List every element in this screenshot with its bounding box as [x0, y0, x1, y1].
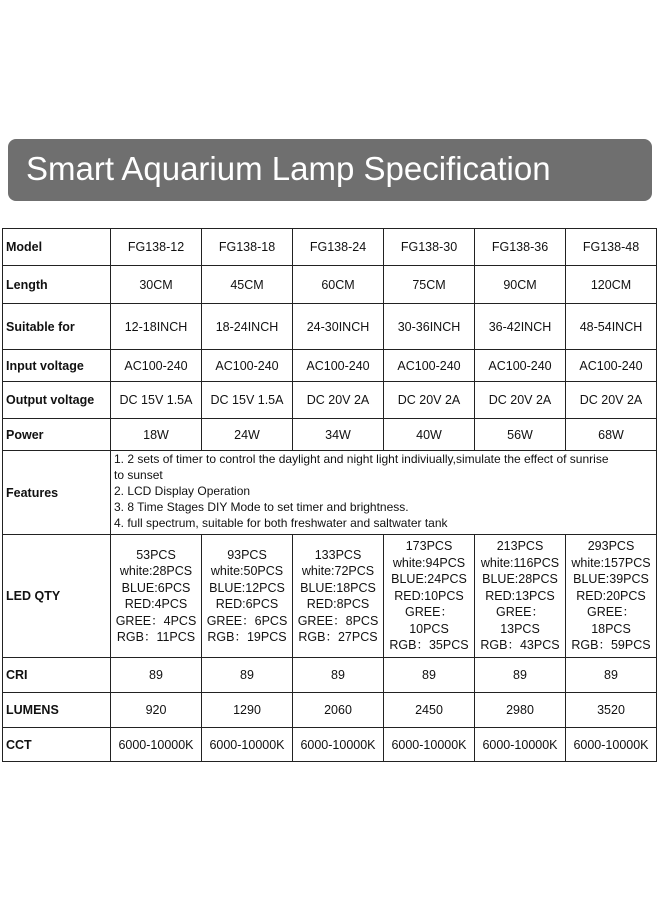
spec-cell: 2980 [475, 693, 566, 728]
led-qty-line: white:94PCS [392, 555, 466, 570]
spec-cell: 89 [293, 658, 384, 693]
led-qty-line: 213PCS [496, 539, 544, 554]
spec-cell: 120CM [566, 266, 657, 304]
spec-cell: 920 [111, 693, 202, 728]
spec-cell: DC 20V 2A [384, 382, 475, 419]
spec-row-lumens [3, 693, 657, 728]
spec-cell: AC100-240 [293, 350, 384, 382]
spec-cell: AC100-240 [111, 350, 202, 382]
row-label: CRI [3, 658, 111, 693]
spec-row-suitable [3, 304, 657, 350]
led-qty-line: GREE： [587, 605, 635, 620]
spec-row-power [3, 419, 657, 451]
led-qty-line: RGB：27PCS [298, 630, 378, 644]
spec-cell: 89 [384, 658, 475, 693]
row-label: Input voltage [3, 350, 111, 382]
led-qty-line: 133PCS [314, 547, 362, 562]
spec-cell: 24W [202, 419, 293, 451]
led-qty-line: 53PCS [136, 547, 176, 562]
spec-cell: 30CM [111, 266, 202, 304]
spec-cell: 18-24INCH [202, 304, 293, 350]
spec-cell: 3520 [566, 693, 657, 728]
spec-cell: 89 [202, 658, 293, 693]
spec-row-cri [3, 658, 657, 693]
led-qty-line: white:116PCS [480, 555, 560, 570]
spec-cell: AC100-240 [475, 350, 566, 382]
row-label: Model [3, 229, 111, 266]
led-qty-cell [293, 535, 384, 658]
row-label: Length [3, 266, 111, 304]
spec-cell: 90CM [475, 266, 566, 304]
led-qty-line: GREE：4PCS [115, 613, 197, 628]
led-qty-line: RED:20PCS [576, 588, 646, 603]
spec-cell: 68W [566, 419, 657, 451]
spec-row-input [3, 350, 657, 382]
led-qty-cell [384, 535, 475, 658]
led-qty-line: white:72PCS [301, 564, 375, 578]
spec-row-output [3, 382, 657, 419]
spec-cell: 6000-10000K [111, 728, 202, 762]
led-qty-line: RGB：59PCS [571, 638, 651, 653]
led-qty-line: white:157PCS [571, 555, 651, 570]
spec-cell: 2060 [293, 693, 384, 728]
spec-cell: FG138-18 [202, 229, 293, 266]
spec-cell: 40W [384, 419, 475, 451]
spec-cell: 6000-10000K [566, 728, 657, 762]
spec-cell: 6000-10000K [475, 728, 566, 762]
row-label: LED QTY [3, 535, 111, 658]
led-qty-cell [566, 535, 657, 658]
led-qty-line: 173PCS [405, 539, 453, 554]
spec-cell: 24-30INCH [293, 304, 384, 350]
row-label: Output voltage [3, 382, 111, 419]
led-qty-line: white:50PCS [210, 564, 284, 578]
led-qty-line: RGB：11PCS [116, 630, 196, 644]
spec-row-cct [3, 728, 657, 762]
spec-row-model [3, 229, 657, 266]
spec-cell: 45CM [202, 266, 293, 304]
spec-cell: DC 20V 2A [475, 382, 566, 419]
led-qty-line: 13PCS [500, 621, 540, 636]
spec-cell: FG138-24 [293, 229, 384, 266]
led-qty-line: GREE： [496, 605, 544, 620]
led-qty-line: BLUE:12PCS [209, 580, 285, 595]
led-qty-line: RGB：43PCS [480, 638, 560, 653]
led-qty-line: RED:4PCS [124, 597, 188, 611]
led-qty-line: 18PCS [591, 621, 631, 636]
row-label: LUMENS [3, 693, 111, 728]
led-qty-cell [111, 535, 202, 658]
spec-cell: DC 20V 2A [566, 382, 657, 419]
spec-row-features [3, 451, 657, 535]
spec-cell: 1290 [202, 693, 293, 728]
led-qty-line: BLUE:24PCS [391, 572, 467, 587]
spec-row-led-qty [3, 535, 657, 658]
led-qty-line: GREE：6PCS [206, 613, 288, 628]
feature-line: 4. full spectrum, suitable for both freshwater and saltwater tank [114, 516, 448, 530]
led-qty-line: RGB：19PCS [207, 630, 287, 644]
led-qty-line: RED:8PCS [306, 597, 370, 611]
led-qty-line: RED:10PCS [394, 588, 464, 603]
led-qty-line: GREE：8PCS [297, 613, 379, 628]
spec-cell: 6000-10000K [384, 728, 475, 762]
led-qty-line: RGB：35PCS [389, 638, 469, 653]
spec-cell: 48-54INCH [566, 304, 657, 350]
spec-cell: 34W [293, 419, 384, 451]
led-qty-line: 293PCS [587, 539, 635, 554]
spec-cell: 89 [111, 658, 202, 693]
spec-cell: FG138-36 [475, 229, 566, 266]
spec-cell: FG138-12 [111, 229, 202, 266]
spec-row-length [3, 266, 657, 304]
feature-line: 2. LCD Display Operation [114, 484, 251, 498]
spec-cell: 60CM [293, 266, 384, 304]
spec-cell: 89 [566, 658, 657, 693]
spec-cell: 56W [475, 419, 566, 451]
led-qty-line: BLUE:39PCS [573, 572, 649, 587]
led-qty-line: GREE： [405, 605, 453, 620]
led-qty-line: white:28PCS [119, 564, 193, 578]
led-qty-line: BLUE:6PCS [121, 580, 191, 595]
led-qty-cell [202, 535, 293, 658]
spec-cell: 18W [111, 419, 202, 451]
spec-cell: 89 [475, 658, 566, 693]
row-label: CCT [3, 728, 111, 762]
spec-cell: 75CM [384, 266, 475, 304]
spec-cell: 30-36INCH [384, 304, 475, 350]
led-qty-line: BLUE:28PCS [482, 572, 558, 587]
spec-cell: 6000-10000K [293, 728, 384, 762]
spec-cell: DC 15V 1.5A [202, 382, 293, 419]
led-qty-line: BLUE:18PCS [300, 580, 376, 595]
led-qty-cell [475, 535, 566, 658]
led-qty-line: 93PCS [227, 547, 267, 562]
spec-cell: FG138-30 [384, 229, 475, 266]
feature-line: to sunset [114, 468, 163, 482]
specification-table [2, 228, 657, 762]
feature-line: 3. 8 Time Stages DIY Mode to set timer and brightness. [114, 500, 409, 514]
led-qty-line: RED:6PCS [215, 597, 279, 611]
spec-cell: AC100-240 [202, 350, 293, 382]
led-qty-line: RED:13PCS [485, 588, 555, 603]
row-label: Features [3, 451, 111, 535]
spec-cell: AC100-240 [566, 350, 657, 382]
feature-line: 1. 2 sets of timer to control the daylight and night light indiviually,simulate the effect of sunrise [114, 452, 609, 466]
spec-cell: FG138-48 [566, 229, 657, 266]
spec-cell: 12-18INCH [111, 304, 202, 350]
row-label: Power [3, 419, 111, 451]
spec-cell: 2450 [384, 693, 475, 728]
page-title: Smart Aquarium Lamp Specification [26, 150, 551, 187]
spec-cell: DC 20V 2A [293, 382, 384, 419]
spec-cell: 6000-10000K [202, 728, 293, 762]
spec-cell: AC100-240 [384, 350, 475, 382]
title-banner [8, 139, 652, 201]
led-qty-line: 10PCS [409, 621, 449, 636]
features-text [111, 451, 657, 535]
row-label: Suitable for [3, 304, 111, 350]
spec-cell: DC 15V 1.5A [111, 382, 202, 419]
spec-cell: 36-42INCH [475, 304, 566, 350]
